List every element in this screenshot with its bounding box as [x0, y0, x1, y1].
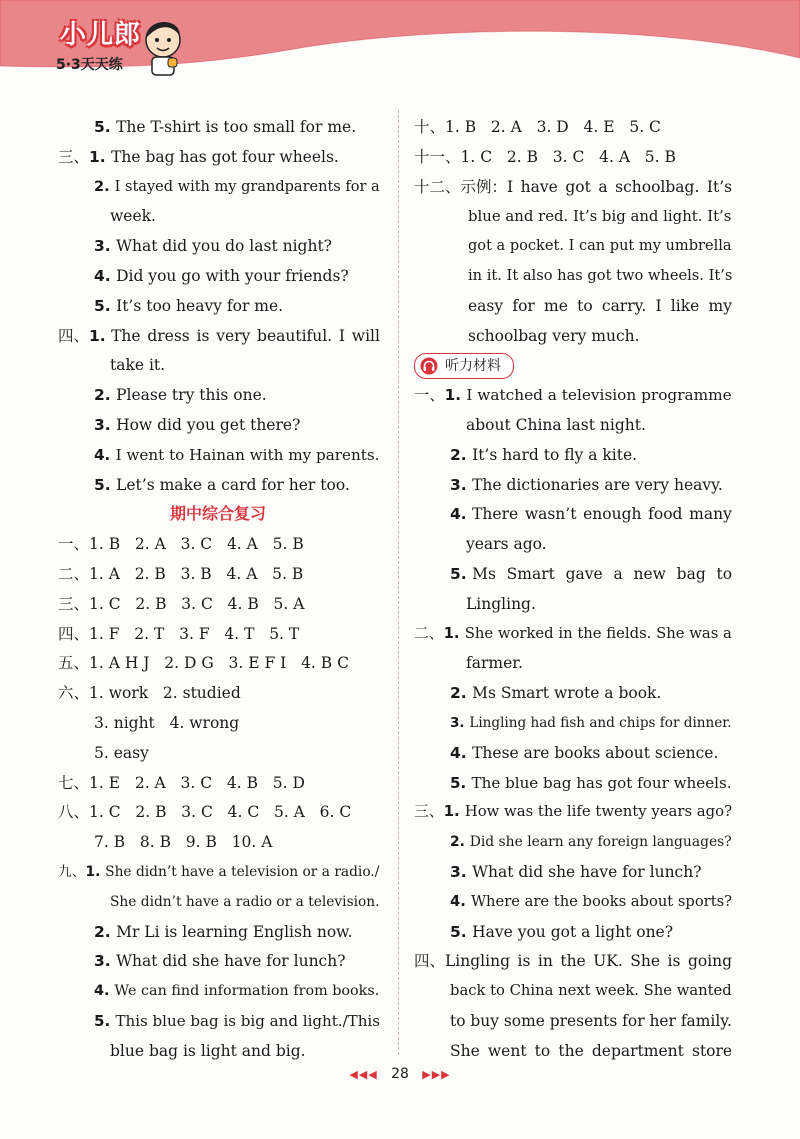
- answer-text: to buy some presents for her family.: [450, 1012, 732, 1030]
- section-number: 四、: [414, 952, 446, 970]
- item-number: 1.: [89, 148, 112, 166]
- listening-material-badge: [414, 353, 514, 379]
- section-number: 四、: [58, 625, 90, 643]
- item-number: 1.: [444, 386, 467, 404]
- answer-text: 1. A 2. B 3. B 4. A 5. B: [89, 565, 304, 583]
- answer-text: The bag has got four wheels.: [111, 148, 339, 166]
- answer-line: [110, 350, 165, 380]
- item-number: 3.: [450, 715, 470, 731]
- answer-line: [450, 738, 718, 768]
- logo-title: 小儿郎: [60, 20, 142, 50]
- answer-line: [414, 946, 732, 976]
- answer-line: [58, 678, 241, 708]
- item-number: 3.: [450, 863, 473, 881]
- answer-text: 示例：I have got a schoolbag. It’s: [460, 178, 733, 196]
- item-number: 2.: [94, 179, 115, 195]
- answer-text: back to China next week. She wanted: [450, 982, 732, 999]
- badge-label: 听力材料: [445, 358, 501, 374]
- answer-text: I watched a television programme: [466, 386, 732, 404]
- answer-text: It’s hard to fly a kite.: [472, 446, 638, 464]
- answer-line: [94, 410, 300, 440]
- answer-text: Mr Li is learning English now.: [116, 923, 353, 941]
- answer-line: [450, 887, 732, 917]
- answer-line: [94, 291, 283, 321]
- section-number: 一、: [58, 535, 90, 553]
- answer-text: She didn’t have a television or a radio./: [105, 864, 380, 880]
- answer-text: Lingling had fish and chips for dinner.: [469, 715, 732, 731]
- answer-line: [94, 380, 267, 410]
- answer-text: What did you do last night?: [116, 237, 332, 255]
- answer-text: She worked in the fields. She was a: [464, 625, 732, 642]
- answer-line: [468, 231, 732, 261]
- answer-line: [94, 231, 332, 261]
- answer-text: Did she learn any foreign languages?: [469, 834, 732, 850]
- answer-text: Ms Smart gave a new bag to: [472, 565, 733, 583]
- answer-text: The blue bag has got four wheels.: [471, 774, 732, 792]
- answer-line: [58, 768, 305, 798]
- answer-line: [58, 797, 351, 827]
- section-number: 五、: [58, 654, 90, 672]
- answer-line: [414, 380, 732, 410]
- answer-text: What did she have for lunch?: [472, 863, 702, 881]
- answer-text: 1. work 2. studied: [89, 684, 241, 702]
- answer-text: These are books about science.: [472, 744, 719, 762]
- answer-text: Lingling is in the UK. She is going: [445, 952, 733, 970]
- answer-line: [58, 529, 304, 559]
- page-footer: [0, 1066, 800, 1082]
- answer-line: [94, 708, 239, 738]
- answer-text: blue bag is light and big.: [110, 1042, 306, 1060]
- answer-line: [450, 440, 637, 470]
- section-number: 十二、: [414, 178, 461, 196]
- section-number: 九、: [58, 864, 86, 880]
- answer-line: [414, 797, 732, 827]
- answer-text: I stayed with my grandparents for a: [114, 179, 380, 195]
- answer-line: [450, 976, 732, 1006]
- answer-line: [58, 142, 339, 172]
- answer-line: [94, 470, 350, 500]
- answer-line: [414, 172, 732, 202]
- answer-text: 7. B 8. B 9. B 10. A: [94, 833, 273, 851]
- answer-text: farmer.: [466, 654, 523, 672]
- item-number: 1.: [443, 803, 465, 820]
- answer-text: What did she have for lunch?: [116, 952, 346, 970]
- answer-line: [450, 917, 673, 947]
- section-number: 一、: [414, 386, 445, 404]
- answer-line: [94, 946, 346, 976]
- answer-text: 1. C 2. B 3. C 4. A 5. B: [460, 148, 676, 166]
- answer-line: [414, 619, 732, 649]
- answer-line: [94, 112, 356, 142]
- answer-line: [94, 827, 272, 857]
- answer-text: The T-shirt is too small for me.: [116, 118, 357, 136]
- answer-text: Did you go with your friends?: [116, 267, 349, 285]
- answer-text: There wasn’t enough food many: [472, 505, 732, 523]
- answer-line: [468, 201, 731, 231]
- answer-line: [414, 142, 676, 172]
- answer-text: Let’s make a card for her too.: [116, 476, 350, 494]
- item-number: 1.: [85, 864, 106, 880]
- answer-text: got a pocket. I can put my umbrella: [468, 237, 732, 254]
- answer-text: She didn’t have a radio or a television.: [110, 894, 380, 910]
- answer-line: [450, 499, 732, 529]
- answer-text: 1. E 2. A 3. C 4. B 5. D: [89, 774, 305, 792]
- prev-arrows-icon: ◀◀◀: [349, 1068, 378, 1081]
- answer-line: [450, 857, 702, 887]
- section-number: 七、: [58, 774, 90, 792]
- section-number: 三、: [58, 148, 90, 166]
- answer-text: How did you get there?: [116, 416, 301, 434]
- answer-line: [468, 261, 732, 291]
- section-number: 十一、: [414, 148, 461, 166]
- answer-text: 1. F 2. T 3. F 4. T 5. T: [89, 625, 300, 643]
- page-header: [0, 0, 800, 95]
- answer-line: [450, 708, 732, 738]
- answer-text: I went to Hainan with my parents.: [115, 446, 380, 464]
- answer-line: [58, 559, 303, 589]
- answer-text: 5. easy: [94, 744, 149, 762]
- answer-line: [58, 589, 304, 619]
- item-number: 2.: [450, 446, 473, 464]
- answer-text: 1. B 2. A 3. C 4. A 5. B: [89, 535, 304, 553]
- answer-line: [450, 678, 661, 708]
- answer-text: We can find information from books.: [114, 983, 380, 999]
- item-number: 2.: [450, 684, 473, 702]
- answer-text: 1. C 2. B 3. C 4. C 5. A 6. C: [89, 803, 352, 821]
- item-number: 4.: [94, 267, 117, 285]
- answer-text: It’s too heavy for me.: [116, 297, 284, 315]
- answer-text: 1. A H J 2. D G 3. E F I 4. B C: [89, 654, 349, 672]
- item-number: 4.: [450, 505, 473, 523]
- answer-line: [466, 648, 523, 678]
- answer-text: She went to the department store: [450, 1042, 733, 1060]
- headphones-icon: [420, 357, 438, 375]
- answer-line: [58, 648, 349, 678]
- item-number: 2.: [450, 834, 470, 850]
- item-number: 3.: [94, 237, 117, 255]
- answer-line: [450, 470, 723, 500]
- answer-text: Please try this one.: [116, 386, 267, 404]
- answer-text: week.: [110, 207, 156, 225]
- answer-line: [94, 261, 349, 291]
- answer-line: [414, 112, 661, 142]
- item-number: 5.: [450, 774, 472, 792]
- answer-line: [468, 291, 732, 321]
- answer-text: How was the life twenty years ago?: [464, 803, 733, 820]
- logo-subtitle: 5·3天天练: [56, 57, 123, 73]
- column-divider: [398, 110, 399, 1055]
- item-number: 5.: [450, 565, 473, 583]
- next-arrows-icon: ▶▶▶: [422, 1068, 451, 1081]
- answer-text: The dictionaries are very heavy.: [472, 476, 723, 494]
- answer-line: [466, 410, 646, 440]
- section-number: 四、: [58, 327, 90, 345]
- answer-text: The dress is very beautiful. I will: [111, 327, 380, 345]
- answer-line: [94, 976, 379, 1006]
- answer-text: This blue bag is big and light./This: [115, 1012, 380, 1030]
- item-number: 3.: [94, 952, 117, 970]
- item-number: 4.: [94, 983, 115, 999]
- section-title: 期中综合复习: [169, 504, 266, 523]
- item-number: 5.: [450, 923, 473, 941]
- answer-line: [110, 1036, 306, 1066]
- answer-text: Lingling.: [466, 595, 536, 613]
- section-number: 三、: [58, 595, 90, 613]
- item-number: 1.: [89, 327, 112, 345]
- answer-text: schoolbag very much.: [468, 327, 640, 345]
- item-number: 3.: [450, 476, 473, 494]
- answer-text: 1. C 2. B 3. C 4. B 5. A: [89, 595, 305, 613]
- answer-line: [58, 857, 379, 887]
- answer-line: [450, 559, 732, 589]
- answer-text: in it. It also has got two wheels. It’s: [468, 267, 733, 284]
- answer-text: years ago.: [466, 535, 547, 553]
- item-number: 2.: [94, 386, 117, 404]
- answer-text: take it.: [110, 356, 166, 374]
- answer-text: about China last night.: [466, 416, 646, 434]
- item-number: 5.: [94, 297, 117, 315]
- answer-text: easy for me to carry. I like my: [468, 297, 732, 315]
- answer-text: Where are the books about sports?: [470, 893, 733, 910]
- answer-text: Ms Smart wrote a book.: [472, 684, 662, 702]
- answer-line: [94, 1006, 380, 1036]
- item-number: 1.: [443, 625, 465, 642]
- section-number: 十、: [414, 118, 446, 136]
- answer-line: [58, 321, 380, 351]
- item-number: 5.: [94, 118, 117, 136]
- answer-line: [94, 917, 353, 947]
- item-number: 5.: [94, 1012, 116, 1030]
- answer-line: [450, 827, 732, 857]
- item-number: 4.: [94, 446, 116, 464]
- answer-line: [94, 172, 380, 202]
- answer-line: [450, 1006, 732, 1036]
- section-number: 三、: [414, 803, 444, 820]
- answer-text: 1. B 2. A 3. D 4. E 5. C: [445, 118, 661, 136]
- section-number: 六、: [58, 684, 90, 702]
- section-number: 八、: [58, 803, 90, 821]
- answer-line: [466, 529, 547, 559]
- answer-line: [58, 619, 299, 649]
- answer-line: [450, 768, 732, 798]
- answer-text: Have you got a light one?: [472, 923, 674, 941]
- section-number: 二、: [58, 565, 90, 583]
- page-number: 28: [391, 1066, 409, 1082]
- item-number: 5.: [94, 476, 117, 494]
- item-number: 2.: [94, 923, 117, 941]
- answer-line: [450, 1036, 732, 1066]
- answer-line: [466, 589, 536, 619]
- answer-text: blue and red. It’s big and light. It’s: [468, 207, 732, 225]
- answer-line: [110, 201, 156, 231]
- answer-line: [110, 887, 380, 917]
- section-number: 二、: [414, 625, 444, 642]
- answer-text: 3. night 4. wrong: [94, 714, 240, 732]
- item-number: 4.: [450, 893, 471, 910]
- item-number: 4.: [450, 744, 473, 762]
- answer-line: [94, 440, 379, 470]
- answer-line: [94, 738, 149, 768]
- brand-logo: [52, 8, 182, 80]
- item-number: 3.: [94, 416, 117, 434]
- answer-line: [468, 321, 640, 351]
- mascot-icon: [140, 10, 186, 80]
